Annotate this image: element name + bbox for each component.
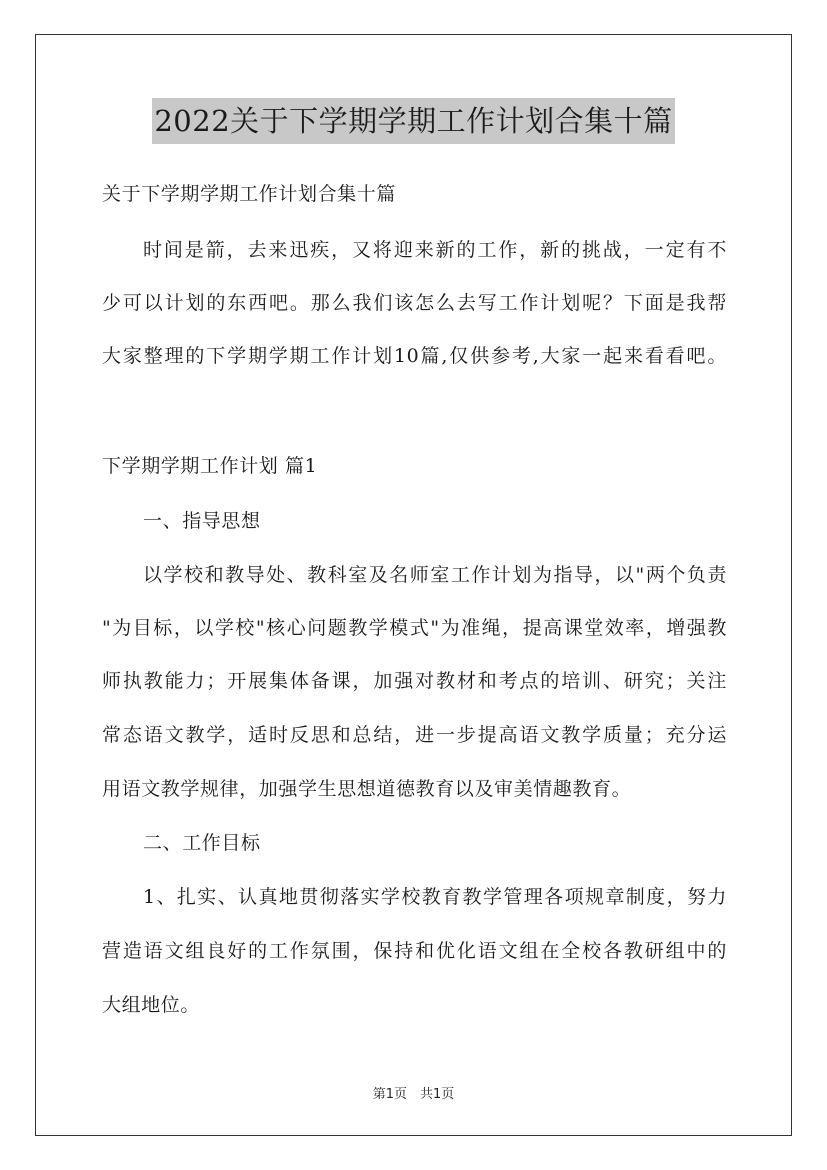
page-number: 第1页 共1页 bbox=[372, 1087, 455, 1102]
intro-line-3: 大家整理的下学期学期工作计划10篇,仅供参考,大家一起来看看吧。 bbox=[102, 345, 727, 367]
para1-line-3: 师执教能力；开展集体备课，加强对教材和考点的培训、研究；关注 bbox=[102, 670, 727, 692]
para2-line-3: 大组地位。 bbox=[102, 994, 201, 1016]
heading-guiding-ideology: 一、指导思想 bbox=[143, 510, 261, 532]
para1-line-4: 常态语文教学，适时反思和总结，进一步提高语文教学质量；充分运 bbox=[102, 724, 727, 746]
section-title: 下学期学期工作计划 篇1 bbox=[102, 455, 318, 477]
document-subtitle: 关于下学期学期工作计划合集十篇 bbox=[102, 183, 397, 205]
intro-line-2: 少可以计划的东西吧。那么我们该怎么去写工作计划呢？下面是我帮 bbox=[102, 292, 727, 314]
para2-line-1: 1、扎实、认真地贯彻落实学校教育教学管理各项规章制度，努力 bbox=[143, 886, 727, 908]
heading-work-goals: 二、工作目标 bbox=[143, 832, 261, 854]
para1-line-1: 以学校和教导处、教科室及名师室工作计划为指导，以"两个负责 bbox=[143, 564, 727, 586]
document-title: 2022关于下学期学期工作计划合集十篇 bbox=[152, 98, 674, 144]
para1-line-2: "为目标，以学校"核心问题教学模式"为准绳，提高课堂效率，增强教 bbox=[102, 617, 727, 639]
para2-line-2: 营造语文组良好的工作氛围，保持和优化语文组在全校各教研组中的 bbox=[102, 940, 727, 962]
para1-line-5: 用语文教学规律，加强学生思想道德教育以及审美情趣教育。 bbox=[102, 778, 632, 800]
intro-line-1: 时间是箭，去来迅疾，又将迎来新的工作，新的挑战，一定有不 bbox=[143, 239, 727, 261]
title-wrap bbox=[0, 98, 827, 144]
